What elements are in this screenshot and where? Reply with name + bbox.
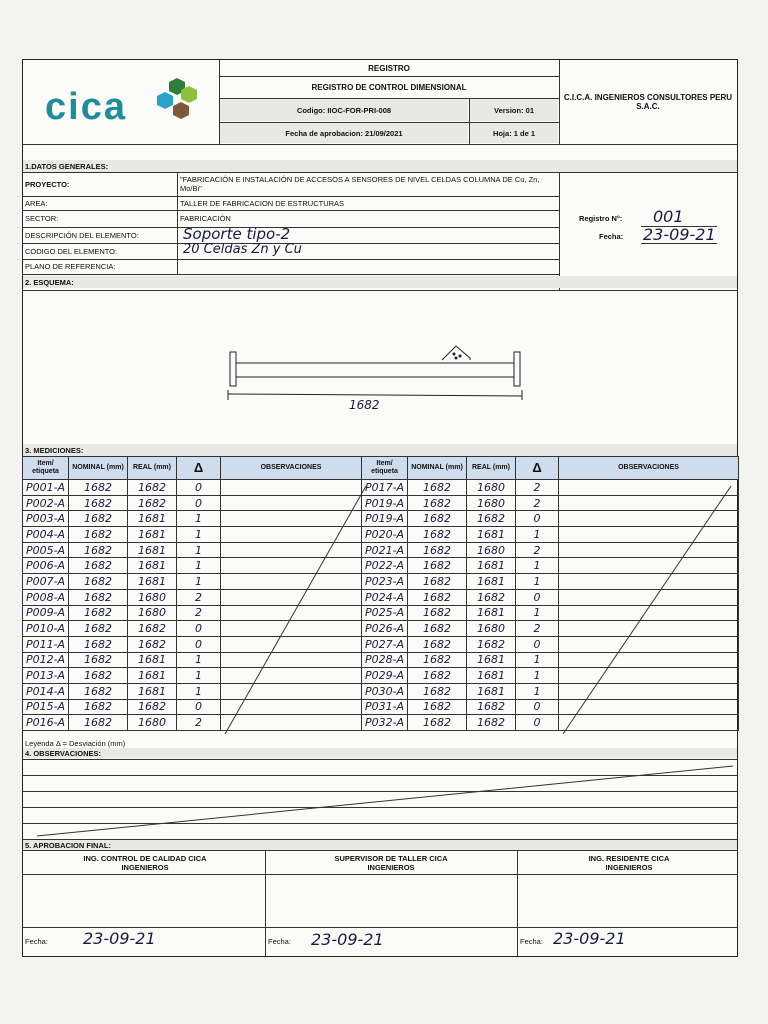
row-delta: 0 xyxy=(177,621,221,637)
row-item: P026-A xyxy=(362,621,408,637)
row-real: 1682 xyxy=(467,636,516,652)
row-item: P016-A xyxy=(23,715,69,731)
logo-text: cica xyxy=(45,86,127,128)
codigo-value: 20 Celdas Zn y Cu xyxy=(183,242,302,257)
row-delta: 0 xyxy=(516,636,559,652)
row-delta: 1 xyxy=(516,605,559,621)
fecha1-value: 23-09-21 xyxy=(83,929,156,948)
row-delta: 2 xyxy=(177,589,221,605)
obs-strike-lines xyxy=(221,478,741,738)
col-nominal: NOMINAL (mm) xyxy=(69,457,128,480)
row-item: P020-A xyxy=(362,527,408,543)
doc-code: Codigo: IIOC-FOR-PRI-008 xyxy=(220,99,468,121)
row-item: P003-A xyxy=(23,511,69,527)
row-nominal: 1682 xyxy=(408,574,467,590)
row-delta: 1 xyxy=(177,511,221,527)
row-real: 1682 xyxy=(467,589,516,605)
row-real: 1680 xyxy=(467,480,516,496)
row-real: 1681 xyxy=(128,652,177,668)
page-count: Hoja: 1 de 1 xyxy=(470,123,558,143)
row-delta: 1 xyxy=(516,527,559,543)
row-delta: 0 xyxy=(516,699,559,715)
codigo-label: CODIGO DEL ELEMENTO: xyxy=(25,246,118,256)
row-delta: 2 xyxy=(177,605,221,621)
row-delta: 1 xyxy=(177,668,221,684)
row-delta: 2 xyxy=(516,621,559,637)
row-real: 1682 xyxy=(128,621,177,637)
row-item: P017-A xyxy=(362,480,408,496)
row-delta: 1 xyxy=(177,527,221,543)
row-item: P012-A xyxy=(23,652,69,668)
row-delta: 1 xyxy=(516,558,559,574)
row-item: P014-A xyxy=(23,683,69,699)
row-nominal: 1682 xyxy=(69,574,128,590)
col-delta: Δ xyxy=(177,457,221,480)
row-item: P032-A xyxy=(362,715,408,731)
registro-header: REGISTRO xyxy=(368,63,410,73)
aprob-calidad: ING. CONTROL DE CALIDAD CICA INGENIEROS xyxy=(83,854,207,872)
row-nominal: 1682 xyxy=(408,495,467,511)
area-label: AREA: xyxy=(25,198,48,208)
row-item: P029-A xyxy=(362,668,408,684)
row-delta: 0 xyxy=(516,715,559,731)
row-item: P006-A xyxy=(23,558,69,574)
row-item: P027-A xyxy=(362,636,408,652)
row-nominal: 1682 xyxy=(408,511,467,527)
row-real: 1680 xyxy=(128,589,177,605)
row-real: 1681 xyxy=(467,605,516,621)
row-item: P001-A xyxy=(23,480,69,496)
row-nominal: 1682 xyxy=(69,480,128,496)
row-real: 1681 xyxy=(467,558,516,574)
row-item: P007-A xyxy=(23,574,69,590)
col-nominal: NOMINAL (mm) xyxy=(408,457,467,480)
row-item: P019-A xyxy=(362,511,408,527)
row-item: P031-A xyxy=(362,699,408,715)
row-item: P019-A xyxy=(362,495,408,511)
row-real: 1681 xyxy=(467,527,516,543)
section-observaciones: 4. OBSERVACIONES: xyxy=(23,748,737,758)
fecha2-value: 23-09-21 xyxy=(311,930,384,949)
aprob-supervisor: SUPERVISOR DE TALLER CICA INGENIEROS xyxy=(334,854,448,872)
row-nominal: 1682 xyxy=(69,668,128,684)
doc-title: REGISTRO DE CONTROL DIMENSIONAL xyxy=(311,82,467,92)
row-nominal: 1682 xyxy=(408,589,467,605)
row-real: 1680 xyxy=(128,715,177,731)
row-real: 1681 xyxy=(128,558,177,574)
row-nominal: 1682 xyxy=(69,621,128,637)
row-real: 1681 xyxy=(128,574,177,590)
row-real: 1681 xyxy=(467,683,516,699)
logo xyxy=(23,60,219,144)
row-nominal: 1682 xyxy=(408,668,467,684)
row-real: 1681 xyxy=(128,511,177,527)
row-delta: 0 xyxy=(177,636,221,652)
row-real: 1682 xyxy=(467,511,516,527)
row-delta: 2 xyxy=(516,542,559,558)
row-delta: 2 xyxy=(177,715,221,731)
esquema-dimension: 1682 xyxy=(349,398,380,412)
row-delta: 0 xyxy=(516,589,559,605)
section-aprobacion: 5. APROBACION FINAL: xyxy=(23,840,737,850)
row-item: P004-A xyxy=(23,527,69,543)
registro-no-label: Registro N°: xyxy=(579,214,623,223)
row-item: P015-A xyxy=(23,699,69,715)
row-nominal: 1682 xyxy=(69,715,128,731)
row-real: 1681 xyxy=(128,683,177,699)
form-sheet xyxy=(22,59,738,957)
table-header-row xyxy=(23,457,739,480)
row-real: 1681 xyxy=(128,527,177,543)
row-delta: 1 xyxy=(516,652,559,668)
section-general: 1.DATOS GENERALES: xyxy=(23,160,737,172)
col-real: REAL (mm) xyxy=(128,457,177,480)
row-delta: 0 xyxy=(516,511,559,527)
row-delta: 1 xyxy=(516,683,559,699)
row-item: P025-A xyxy=(362,605,408,621)
row-delta: 1 xyxy=(516,668,559,684)
row-item: P002-A xyxy=(23,495,69,511)
col-obs: OBSERVACIONES xyxy=(559,457,739,480)
col-delta: Δ xyxy=(516,457,559,480)
row-delta: 1 xyxy=(177,652,221,668)
row-delta: 2 xyxy=(516,495,559,511)
row-nominal: 1682 xyxy=(408,542,467,558)
row-nominal: 1682 xyxy=(69,527,128,543)
col-obs: OBSERVACIONES xyxy=(221,457,362,480)
row-real: 1682 xyxy=(467,715,516,731)
sector-label: SECTOR: xyxy=(25,214,59,223)
row-nominal: 1682 xyxy=(69,605,128,621)
row-delta: 0 xyxy=(177,480,221,496)
row-real: 1681 xyxy=(467,652,516,668)
doc-version: Version: 01 xyxy=(470,99,558,121)
row-nominal: 1682 xyxy=(69,636,128,652)
fecha-value: 23-09-21 xyxy=(643,225,716,244)
sector-value: FABRICACIÓN xyxy=(180,214,231,223)
row-item: P008-A xyxy=(23,589,69,605)
row-nominal: 1682 xyxy=(408,480,467,496)
col-item: Item/ etiqueta xyxy=(23,457,69,480)
row-item: P028-A xyxy=(362,652,408,668)
col-item: Item/ etiqueta xyxy=(362,457,408,480)
section-mediciones: 3. MEDICIONES: xyxy=(23,444,737,456)
proyecto-value: "FABRICACIÓN E INSTALACIÓN DE ACCESOS A SENSORES DE NIVEL CELDAS COLUMNA DE Cu, Zn, Mo/Bi" xyxy=(180,175,540,193)
row-nominal: 1682 xyxy=(69,542,128,558)
descripcion-label: DESCRIPCIÓN DEL ELEMENTO: xyxy=(25,230,139,240)
row-real: 1680 xyxy=(467,495,516,511)
row-nominal: 1682 xyxy=(69,558,128,574)
row-nominal: 1682 xyxy=(408,715,467,731)
row-item: P022-A xyxy=(362,558,408,574)
row-nominal: 1682 xyxy=(408,636,467,652)
col-real: REAL (mm) xyxy=(467,457,516,480)
plano-label: PLANO DE REFERENCIA: xyxy=(25,262,116,271)
row-nominal: 1682 xyxy=(408,683,467,699)
approval-date: Fecha de aprobacion: 21/09/2021 xyxy=(220,123,468,143)
row-nominal: 1682 xyxy=(408,558,467,574)
row-real: 1680 xyxy=(467,542,516,558)
row-item: P005-A xyxy=(23,542,69,558)
row-real: 1681 xyxy=(128,668,177,684)
area-value: TALLER DE FABRICACION DE ESTRUCTURAS xyxy=(180,198,345,208)
row-real: 1681 xyxy=(128,542,177,558)
row-nominal: 1682 xyxy=(408,652,467,668)
row-nominal: 1682 xyxy=(408,527,467,543)
descripcion-value: Soporte tipo-2 xyxy=(183,225,291,243)
row-item: P013-A xyxy=(23,668,69,684)
company-name: C.I.C.A. INGENIEROS CONSULTORES PERU S.A.C. xyxy=(563,93,733,111)
row-real: 1680 xyxy=(128,605,177,621)
row-delta: 1 xyxy=(177,542,221,558)
row-real: 1680 xyxy=(467,621,516,637)
row-item: P010-A xyxy=(23,621,69,637)
proyecto-label: PROYECTO: xyxy=(25,179,70,189)
row-item: P009-A xyxy=(23,605,69,621)
row-nominal: 1682 xyxy=(69,699,128,715)
row-delta: 1 xyxy=(177,683,221,699)
fecha3-value: 23-09-21 xyxy=(553,929,626,948)
row-nominal: 1682 xyxy=(69,589,128,605)
fecha3-label: Fecha: xyxy=(520,937,543,946)
row-delta: 1 xyxy=(177,558,221,574)
row-item: P030-A xyxy=(362,683,408,699)
row-delta: 1 xyxy=(177,574,221,590)
row-nominal: 1682 xyxy=(69,683,128,699)
registro-no-value: 001 xyxy=(653,207,684,226)
logo-hexagons-icon xyxy=(151,74,203,124)
row-real: 1682 xyxy=(128,495,177,511)
row-delta: 0 xyxy=(177,699,221,715)
row-delta: 2 xyxy=(516,480,559,496)
row-nominal: 1682 xyxy=(69,511,128,527)
row-item: P021-A xyxy=(362,542,408,558)
row-real: 1682 xyxy=(128,699,177,715)
row-nominal: 1682 xyxy=(408,605,467,621)
fecha2-label: Fecha: xyxy=(268,937,291,946)
row-nominal: 1682 xyxy=(408,699,467,715)
row-nominal: 1682 xyxy=(408,621,467,637)
row-delta: 0 xyxy=(177,495,221,511)
fecha-label: Fecha: xyxy=(599,232,624,241)
row-item: P024-A xyxy=(362,589,408,605)
row-delta: 1 xyxy=(516,574,559,590)
row-real: 1681 xyxy=(467,668,516,684)
row-item: P023-A xyxy=(362,574,408,590)
section-esquema: 2. ESQUEMA: xyxy=(23,276,737,288)
legend: Leyenda Δ = Desviación (mm) xyxy=(25,739,126,748)
row-real: 1682 xyxy=(467,699,516,715)
row-item: P011-A xyxy=(23,636,69,652)
row-real: 1682 xyxy=(128,636,177,652)
row-real: 1681 xyxy=(467,574,516,590)
row-nominal: 1682 xyxy=(69,495,128,511)
aprob-residente: ING. RESIDENTE CICA INGENIEROS xyxy=(588,854,670,872)
obs-strike-line xyxy=(23,760,737,840)
row-real: 1682 xyxy=(128,480,177,496)
row-nominal: 1682 xyxy=(69,652,128,668)
fecha1-label: Fecha: xyxy=(25,937,48,946)
